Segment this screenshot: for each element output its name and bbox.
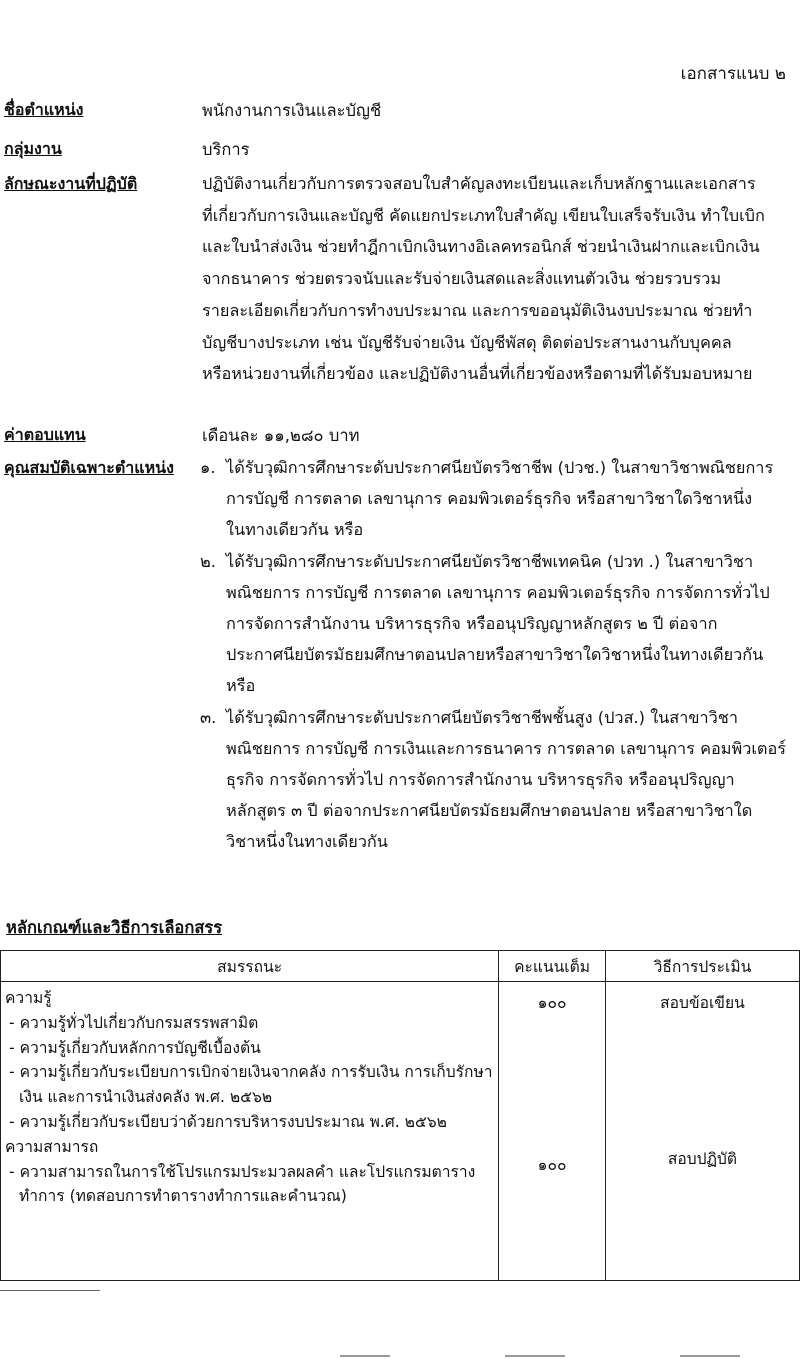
- knowledge-item: - ความรู้เกี่ยวกับระเบียบว่าด้วยการบริหารงบประมาณ พ.ศ. ๒๕๖๒: [9, 1112, 447, 1131]
- header-competency: สมรรถนะ: [1, 951, 499, 982]
- qualification-line: ได้รับวุฒิการศึกษาระดับประกาศนียบัตรวิชาชีพเทคนิค (ปวท .) ในสาขาวิชา: [226, 551, 754, 571]
- qualification-line: ในทางเดียวกัน หรือ: [226, 520, 364, 540]
- criteria-row: [1, 982, 800, 1281]
- qualification-line: ประกาศนียบัตรมัธยมศึกษาตอนปลายหรือสาขาวิชาใดวิชาหนึ่งในทางเดียวกัน: [226, 645, 764, 665]
- duties-line: ที่เกี่ยวกับการเงินและบัญชี คัดแยกประเภทใบสำคัญ เขียนใบเสร็จรับเงิน ทำใบเบิก: [202, 205, 765, 225]
- qualification-line: ธุรกิจ การจัดการทั่วไป การจัดการสำนักงาน บริหารธุรกิจ หรืออนุปริญญา: [226, 770, 735, 790]
- criteria-table: [0, 950, 800, 1281]
- scan-mark: [680, 1355, 740, 1357]
- duties-line: รายละเอียดเกี่ยวกับการทำงบประมาณ และการขออนุมัติเงินงบประมาณ ช่วยทำ: [202, 300, 753, 320]
- qualification-line: พณิชยการ การบัญชี การเงินและการธนาคาร การตลาด เลขานุการ คอมพิวเตอร์: [226, 738, 787, 758]
- scan-mark: [505, 1355, 565, 1357]
- qualification-number: ๓.: [200, 707, 217, 727]
- duties-label: ลักษณะงานที่ปฏิบัติ: [4, 174, 138, 193]
- knowledge-item: - ความรู้เกี่ยวกับระเบียบการเบิกจ่ายเงินจากคลัง การรับเงิน การเก็บรักษาเงิน และการนำเงินส่งคลัง พ.ศ. ๒๕๖๒: [9, 1063, 493, 1107]
- qualification-number: ๑.: [200, 458, 216, 477]
- knowledge-item: - ความรู้เกี่ยวกับหลักการบัญชีเบื้องต้น: [9, 1038, 261, 1057]
- duties-line: และใบนำส่งเงิน ช่วยทำฎีกาเบิกเงินทางอิเลคทรอนิกส์ ช่วยนำเงินฝากและเบิกเงิน: [202, 237, 760, 257]
- qualifications-label: คุณสมบัติเฉพาะตำแหน่ง: [4, 458, 174, 477]
- qualifications-list: [200, 452, 792, 858]
- ability-method: สอบปฏิบัติ: [667, 1150, 738, 1168]
- duties-line: ปฏิบัติงานเกี่ยวกับการตรวจสอบใบสำคัญลงทะเบียนและเก็บหลักฐานและเอกสาร: [202, 174, 756, 193]
- duties-text: [202, 168, 796, 390]
- position-value: พนักงานการเงินและบัญชี: [202, 101, 382, 120]
- criteria-header-row: [1, 951, 800, 982]
- ability-item: - ความสามารถในการใช้โปรแกรมประมวลผลคำ และโปรแกรมตารางทำการ (ทดสอบการทำตารางทำการและคำนวณ): [9, 1162, 476, 1206]
- qualification-line: การบัญชี การตลาด เลขานุการ คอมพิวเตอร์ธุรกิจ หรือสาขาวิชาใดวิชาหนึ่ง: [226, 489, 753, 509]
- pay-label: ค่าตอบแทน: [4, 425, 86, 444]
- divider-line: [0, 1290, 100, 1291]
- knowledge-category: ความรู้: [5, 989, 52, 1007]
- knowledge-score: ๑๐๐: [537, 994, 567, 1012]
- score-cell: [499, 982, 606, 1281]
- competency-cell: [1, 982, 499, 1281]
- qualification-line: หลักสูตร ๓ ปี ต่อจากประกาศนียบัตรมัธยมศึกษาตอนปลาย หรือสาขาวิชาใด: [226, 801, 753, 821]
- duties-line: จากธนาคาร ช่วยตรวจนับและรับจ่ายเงินสดและสิ่งแทนตัวเงิน ช่วยรวบรวม: [202, 269, 722, 289]
- pay-value: เดือนละ ๑๑,๒๘๐ บาท: [202, 426, 360, 445]
- qualification-line: ได้รับวุฒิการศึกษาระดับประกาศนียบัตรวิชาชีพ (ปวช.) ในสาขาวิชาพณิชยการ: [226, 458, 774, 477]
- group-label: กลุ่มงาน: [4, 139, 62, 158]
- attachment-label: เอกสารแนบ ๒: [680, 64, 786, 84]
- qualification-item: [200, 546, 792, 702]
- knowledge-method: สอบข้อเขียน: [660, 994, 745, 1012]
- qualification-number: ๒.: [200, 551, 216, 571]
- duties-line: บัญชีบางประเภท เช่น บัญชีรับจ่ายเงิน บัญชีพัสดุ ติดต่อประสานงานกับบุคคล: [202, 332, 732, 352]
- header-method: วิธีการประเมิน: [605, 951, 799, 982]
- duties-line: หรือหน่วยงานที่เกี่ยวข้อง และปฏิบัติงานอื่นที่เกี่ยวข้องหรือตามที่ได้รับมอบหมาย: [202, 364, 753, 384]
- qualification-line: พณิชยการ การบัญชี การตลาด เลขานุการ คอมพิวเตอร์ธุรกิจ การจัดการทั่วไป: [226, 582, 770, 602]
- qualification-item: [200, 702, 792, 858]
- scan-mark: [340, 1355, 390, 1357]
- selection-heading: หลักเกณฑ์และวิธีการเลือกสรร: [6, 918, 223, 937]
- ability-category: ความสามารถ: [5, 1137, 99, 1156]
- qualification-line: หรือ: [226, 676, 256, 696]
- qualification-line: วิชาหนึ่งในทางเดียวกัน: [226, 832, 388, 852]
- method-cell: [605, 982, 799, 1281]
- header-full-score: คะแนนเต็ม: [499, 951, 606, 982]
- knowledge-item: - ความรู้ทั่วไปเกี่ยวกับกรมสรรพสามิต: [9, 1013, 259, 1032]
- position-label: ชื่อตำแหน่ง: [4, 100, 84, 119]
- ability-score: ๑๐๐: [537, 1156, 567, 1174]
- qualification-item: [200, 452, 792, 546]
- qualification-line: การจัดการสำนักงาน บริหารธุรกิจ หรืออนุปริญญาหลักสูตร ๒ ปี ต่อจาก: [226, 614, 718, 634]
- qualification-line: ได้รับวุฒิการศึกษาระดับประกาศนียบัตรวิชาชีพชั้นสูง (ปวส.) ในสาขาวิชา: [226, 707, 738, 727]
- group-value: บริการ: [202, 140, 250, 159]
